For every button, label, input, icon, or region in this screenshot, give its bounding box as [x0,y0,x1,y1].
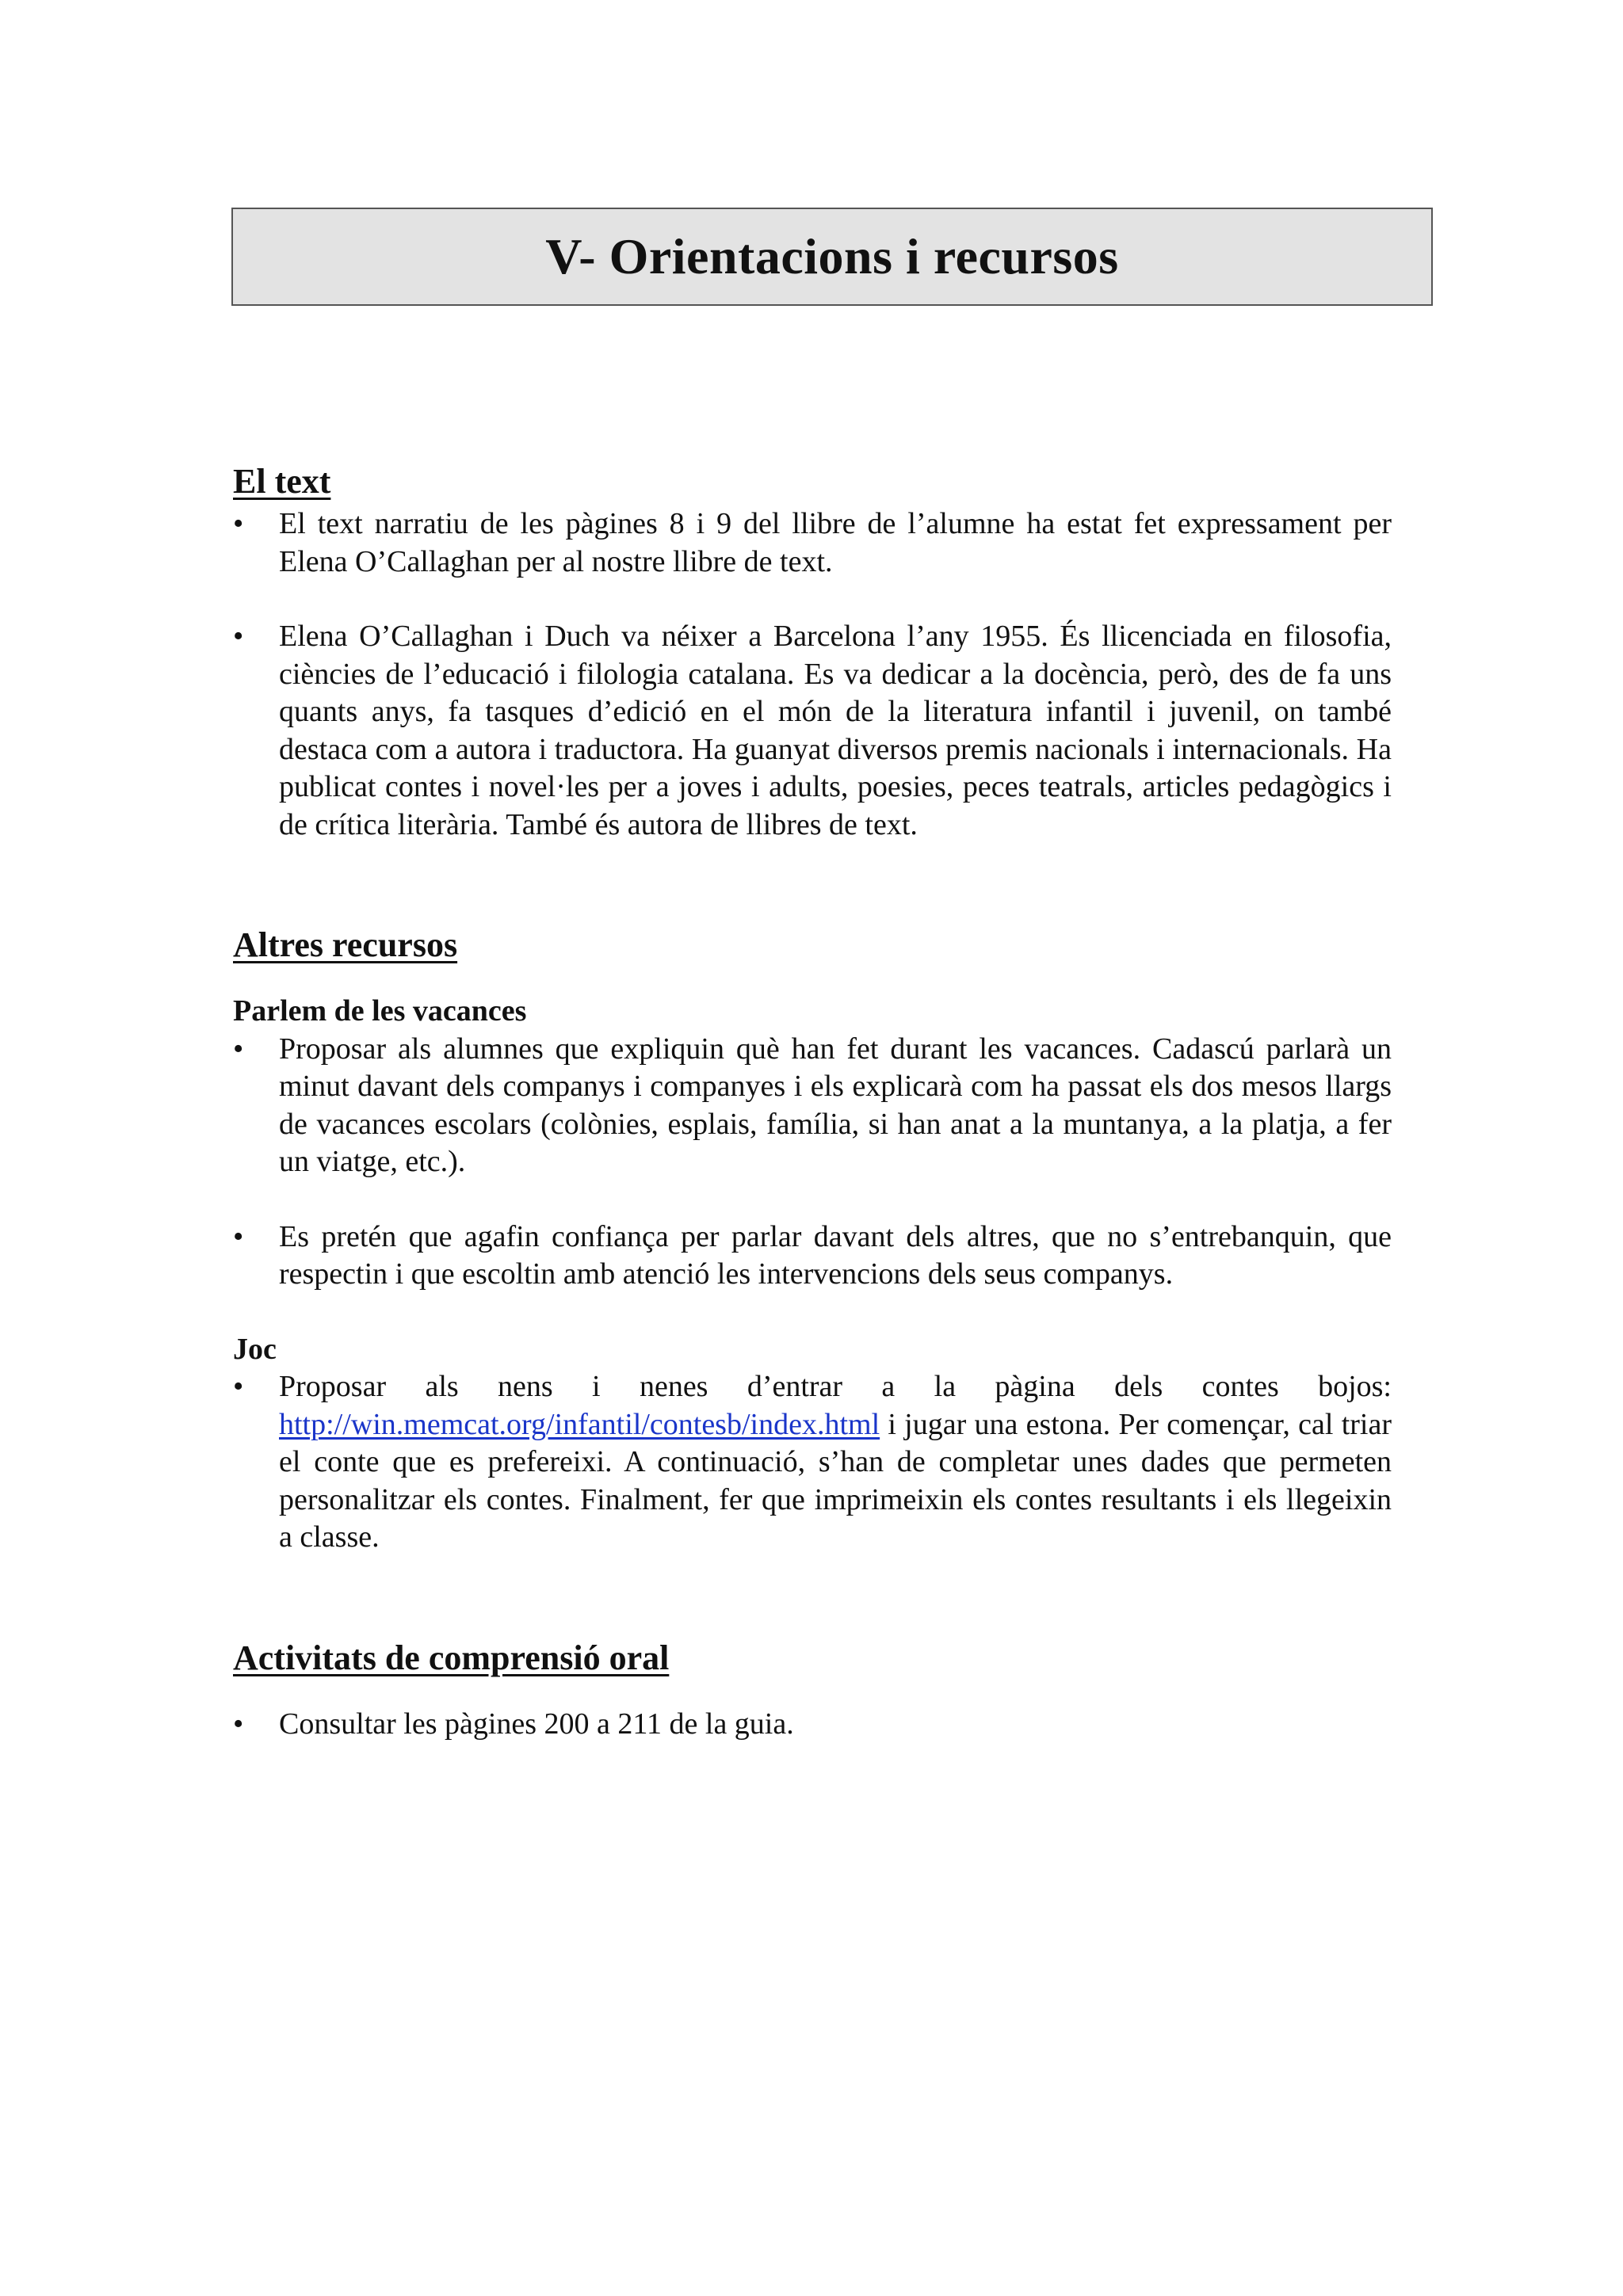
section-heading-activitats: Activitats de comprensió oral [233,1638,670,1677]
bullet: • [233,1370,244,1403]
list-item-text: Proposar als alumnes que expliquin què han fet durant les vacances. Cadascú parlarà un minut davant dels companys i companyes i els explicarà com ha passat els dos mesos llargs de vacances escolars (colònies, esplais, família, si han anat a la muntanya, a la platja, a fer un viatge, etc.). [279,1032,1392,1178]
bullet: • [233,1707,244,1741]
list-item-text: Consultar les pàgines 200 a 211 de la guia. [279,1707,794,1741]
section-heading-altres-recursos: Altres recursos [233,925,458,964]
list-item [233,1219,1392,1294]
contes-bojos-link[interactable]: http://win.memcat.org/infantil/contesb/index.html [279,1407,880,1441]
list-item [233,505,1392,581]
list-item [233,618,1392,844]
list-item-text-before-link: Proposar als nens i nenes d’entrar a la pàgina dels contes bojos: [279,1370,1392,1403]
bullet: • [233,620,244,653]
subheading-parlem-vacances: Parlem de les vacances [233,994,527,1028]
list-item-text-after-link: i jugar una estona. Per començar, cal triar el conte que es prefereixi. A continuació, s’han de completar unes dades que permeten personalitzar els contes. Finalment, fer que imprimeixin els contes resultants i els llegeixin a classe. [279,1407,1392,1554]
list-item [233,1031,1392,1181]
title-box [231,208,1433,306]
subheading-joc: Joc [233,1332,277,1366]
list-item [233,1706,1392,1744]
list-item-text: El text narratiu de les pàgines 8 i 9 del llibre de l’alumne ha estat fet expressament per Elena O’Callaghan per al nostre llibre de text. [279,507,1392,578]
list-item-text: Elena O’Callaghan i Duch va néixer a Barcelona l’any 1955. És llicenciada en filosofia, ciències de l’educació i filologia catalana. Es va dedicar a la docència, però, des de fa uns quants anys, fa tasques d’edició en el món de la literatura infantil i juvenil, on també destaca com a autora i traductora. Ha guanyat diversos premis nacionals i internacionals. Ha publicat contes i novel·les per a joves i adults, poesies, peces teatrals, articles pedagògics i de crítica literària. També és autora de llibres de text. [279,620,1392,841]
list-item-text: Es pretén que agafin confiança per parlar davant dels altres, que no s’entrebanquin, que respectin i que escoltin amb atenció les intervencions dels seus companys. [279,1219,1392,1291]
list-item [233,1368,1392,1557]
section-heading-el-text: El text [233,462,331,501]
page-title: V- Orientacions i recursos [545,228,1119,284]
bullet: • [233,507,244,540]
document-body [233,458,1392,1743]
bullet: • [233,1032,244,1066]
bullet: • [233,1219,244,1253]
